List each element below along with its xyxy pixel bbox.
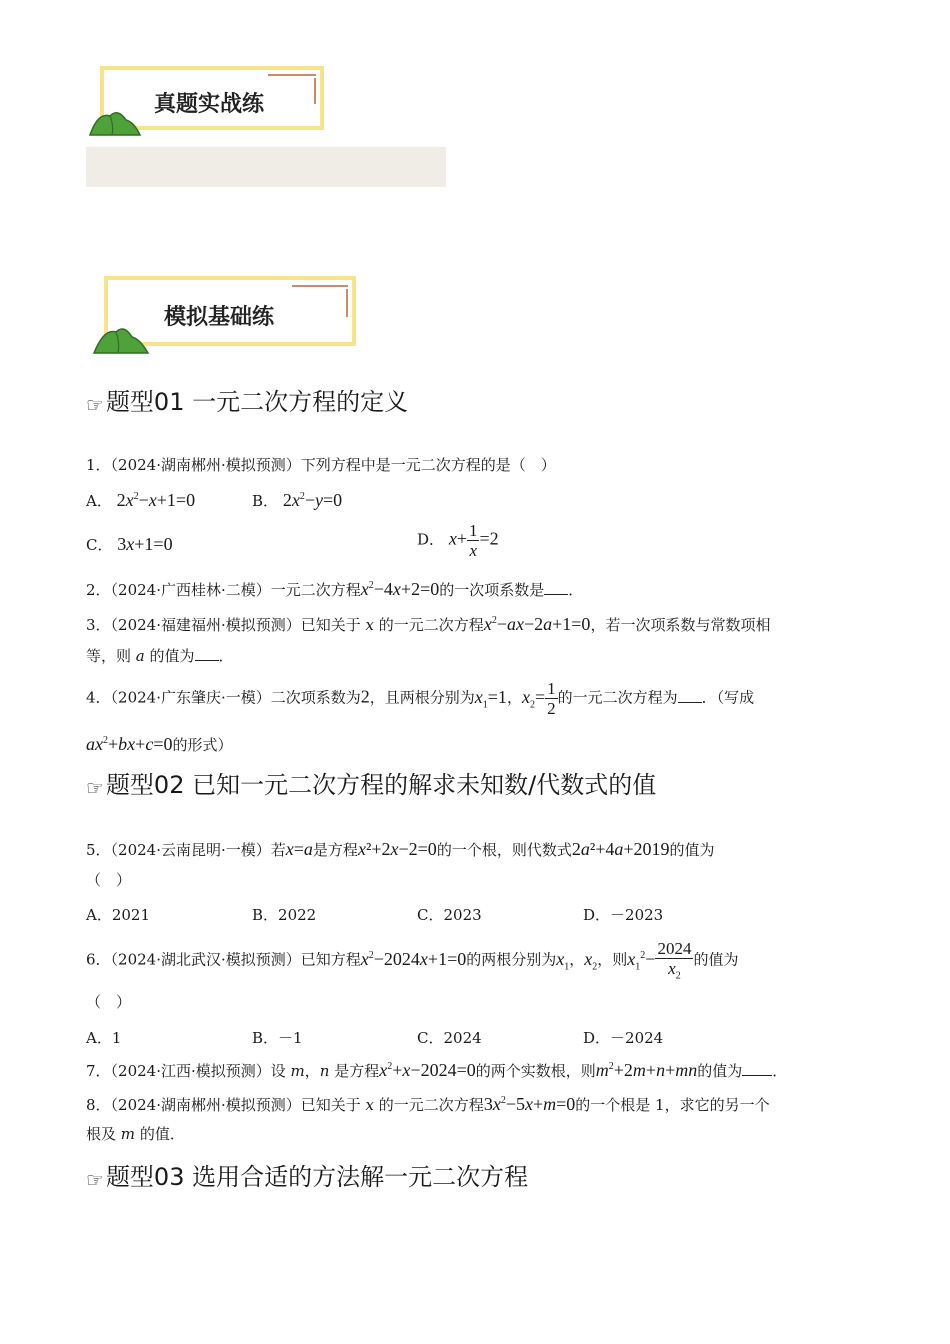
question-text: 的一次项系数是 — [439, 581, 545, 599]
section-heading — [86, 382, 408, 417]
option-text: D．－2024 — [583, 1029, 664, 1047]
pointing-hand-icon: ☞ — [86, 1168, 104, 1192]
question-3: 3．（2024·福建福州·模拟预测）已知关于 x 的一元二次方程$x^2-ax-2a+1=0$，若一次项系数与常数项相 — [86, 614, 771, 634]
question-8-line2: 根及 m 的值． — [86, 1125, 185, 1143]
banner-accent — [292, 285, 348, 287]
option-label: D． — [417, 530, 445, 549]
question-8: 8．（2024·湖南郴州·模拟预测）已知关于 x 的一元二次方程$3x^2-5x+m=0$的一个根是 1，求它的另一个 — [86, 1094, 770, 1114]
question-5-paren — [86, 873, 131, 888]
banner-basic-practice — [92, 274, 362, 354]
hills-icon — [88, 106, 142, 136]
question-text: 4．（2024·广东肇庆·一模）二次项系数为 — [86, 688, 361, 707]
question-text: 7．（2024·江西·模拟预测）设 — [86, 1062, 286, 1080]
question-text: 的值为 — [669, 841, 715, 859]
question-text: 的一个根，则代数式 — [436, 841, 572, 859]
question-3-line2: 等，则 a 的值为 ． — [86, 647, 234, 665]
question-7: 7．（2024·江西·模拟预测）设 m，n 是方程$x^2+x-2024=0$的两个实数根，则$m^2+2m+n+mn$的值为 ． — [86, 1060, 788, 1080]
banner-title: 真题实战练 — [154, 92, 265, 117]
question-text: ．（写成 — [701, 688, 755, 707]
answer-blank[interactable] — [195, 648, 219, 661]
question-text: 的一元二次方程 — [378, 616, 484, 634]
question-stem: 1．（2024·湖南郴州·模拟预测）下列方程中是一元二次方程的是（ ） — [86, 456, 556, 474]
question-text: 的值． — [139, 1125, 185, 1143]
banner-accent — [346, 289, 348, 317]
banner-accent — [314, 78, 316, 104]
question-text: ，且两根分别为 — [369, 688, 475, 707]
banner-accent — [268, 74, 316, 76]
answer-paren: （ ） — [86, 871, 132, 889]
question-text: 的值为 — [149, 647, 195, 665]
option-d — [583, 904, 663, 925]
question-text: 的值为 — [693, 950, 739, 969]
option-text: D．－2023 — [583, 906, 664, 924]
section-title: 题型03 选用合适的方法解一元二次方程 — [105, 1163, 529, 1191]
question-4: 4．（2024·广东肇庆·一模）二次项系数为2，且两根分别为$x_1=1$，$x_2=$ $\frac{1}{2}$ 的一元二次方程为 ．（写成 — [86, 679, 755, 718]
question-text: 根及 — [86, 1125, 117, 1143]
answer-paren: （ ） — [86, 993, 132, 1011]
option-c: C． 3x+1=0 — [86, 534, 173, 554]
question-text: 的值为 — [697, 1062, 743, 1080]
option-text: B．－1 — [252, 1029, 303, 1047]
question-text: 的形式） — [172, 736, 233, 754]
question-2: 2．（2024·广西桂林·二模）一元二次方程$x^2-4x+2=0$的一次项系数是 ． — [86, 579, 584, 599]
option-a — [86, 904, 150, 925]
answer-placeholder-bar — [86, 147, 446, 187]
question-text: 的一元二次方程为 — [557, 688, 678, 707]
question-text: 的两个实数根，则 — [475, 1062, 596, 1080]
question-4-line2: $ax^2+bx+c=0$的形式） — [86, 734, 233, 754]
banner-title: 模拟基础练 — [164, 305, 275, 330]
section-title: 题型01 一元二次方程的定义 — [105, 388, 409, 416]
section-heading — [86, 1157, 528, 1192]
coefficient: 2 — [360, 686, 370, 707]
question-text: 3．（2024·福建福州·模拟预测）已知关于 — [86, 616, 361, 634]
option-c — [417, 1027, 482, 1048]
question-text: 5．（2024·云南昆明·一模）若 — [86, 841, 286, 859]
section-heading — [86, 765, 656, 800]
answer-blank[interactable] — [742, 1063, 772, 1076]
question-text: 的一元二次方程 — [378, 1096, 484, 1114]
pointing-hand-icon: ☞ — [86, 393, 104, 417]
question-text: 的一个根是 1，求它的另一个 — [575, 1096, 770, 1114]
question-text: 是方程 — [312, 841, 358, 859]
option-text: C．2024 — [417, 1029, 482, 1047]
option-a: A． $2x^2-x+1=0$ — [86, 490, 196, 510]
option-label: B． — [252, 492, 279, 510]
option-a — [86, 1027, 121, 1048]
option-label: C． — [86, 536, 113, 554]
question-text: 6．（2024·湖北武汉·模拟预测）已知方程 — [86, 950, 361, 969]
option-text: C．2023 — [417, 906, 482, 924]
question-text: 等，则 — [86, 647, 132, 665]
question-text: 的两根分别为 — [466, 950, 557, 969]
answer-blank[interactable] — [544, 582, 568, 595]
question-text: 8．（2024·湖南郴州·模拟预测）已知关于 — [86, 1096, 361, 1114]
option-d — [583, 1027, 663, 1048]
option-text: A．1 — [86, 1029, 122, 1047]
banner-real-exam — [88, 64, 328, 136]
question-text: ，若一次项系数与常数项相 — [590, 616, 771, 634]
option-c — [417, 904, 482, 925]
option-b — [252, 904, 316, 925]
option-label: A． — [86, 492, 112, 510]
option-text: A．2021 — [86, 906, 151, 924]
hills-icon — [92, 322, 150, 354]
question-1 — [86, 458, 556, 473]
option-b — [252, 1027, 303, 1048]
question-text: 是方程 — [334, 1062, 380, 1080]
question-6-paren — [86, 995, 131, 1010]
option-d: D． x+ $\frac{1}{x}$ =2 — [417, 521, 499, 560]
question-text: 2．（2024·广西桂林·二模）一元二次方程 — [86, 581, 361, 599]
section-title: 题型02 已知一元二次方程的解求未知数/代数式的值 — [105, 771, 657, 799]
question-5: 5．（2024·云南昆明·一模）若x=a是方程x²+2x−2=0的一个根，则代数式2a²+4a+2019的值为 — [86, 839, 715, 859]
pointing-hand-icon: ☞ — [86, 776, 104, 800]
question-text: ，则 — [597, 950, 628, 969]
option-text: B．2022 — [252, 906, 317, 924]
question-6: 6．（2024·湖北武汉·模拟预测）已知方程$x^2-2024x+1=0$的两根分别为$x_1$，$x_2$，则$x_1^2-$ $\frac{2024}{x_2}$ 的值为 — [86, 939, 739, 982]
answer-blank[interactable] — [678, 690, 702, 703]
option-b: B． $2x^2-y=0$ — [252, 490, 343, 510]
